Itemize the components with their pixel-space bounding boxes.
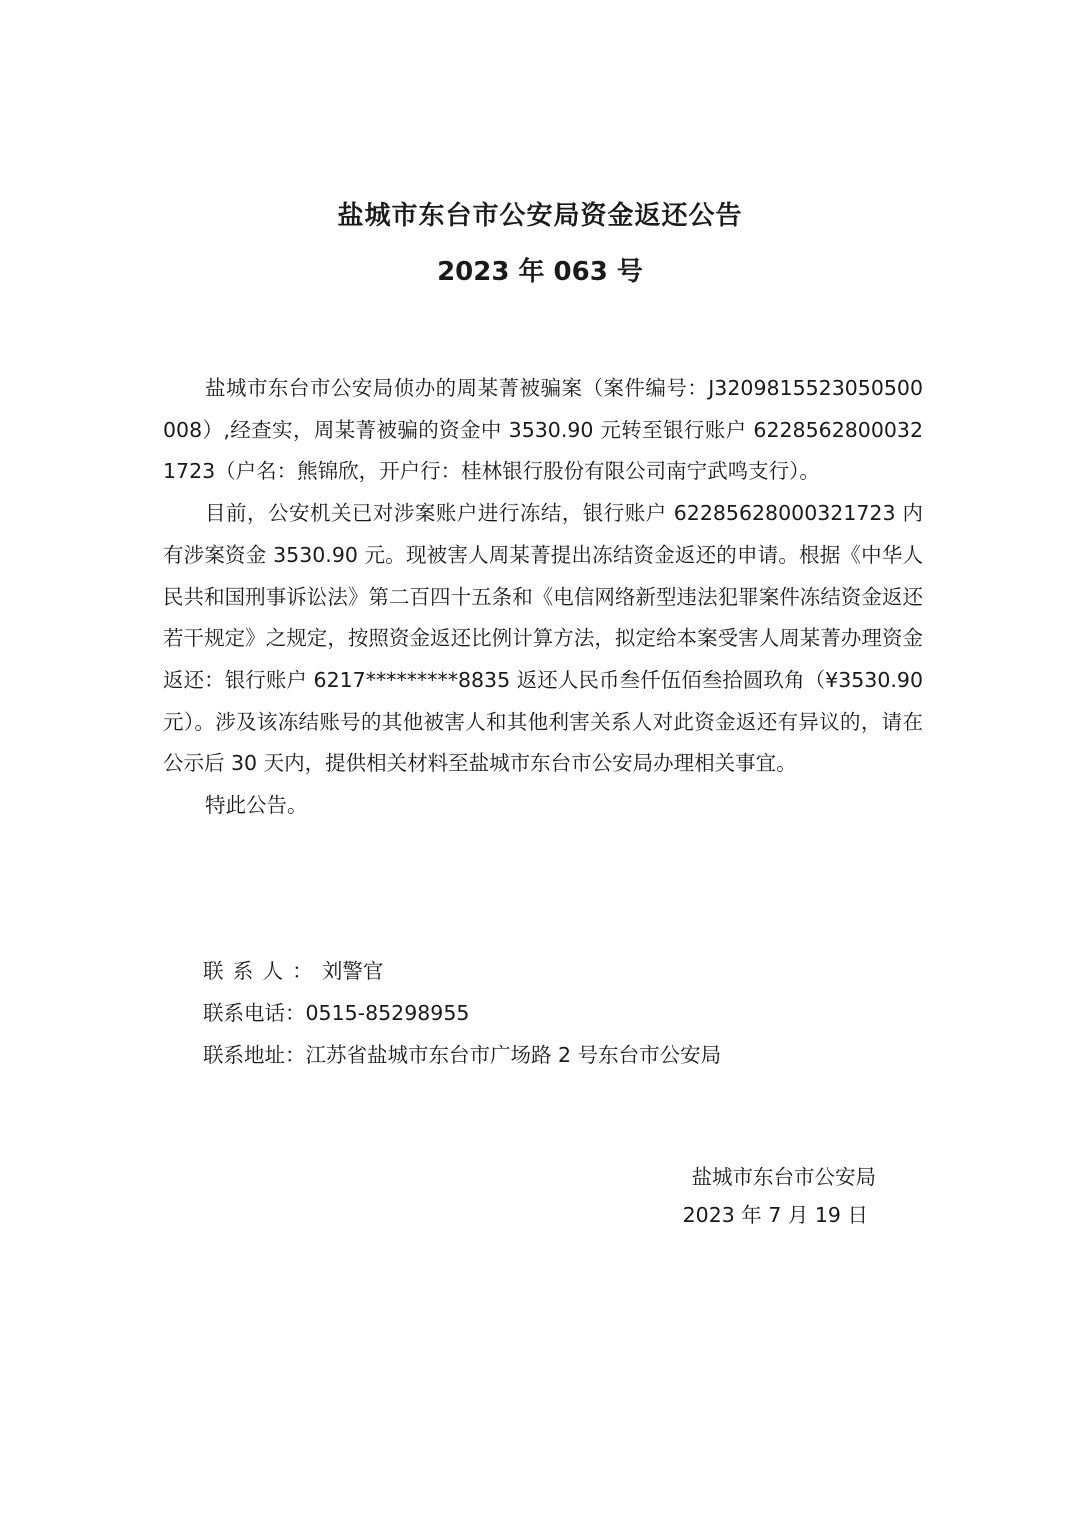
contact-phone: 0515-85298955 xyxy=(305,1001,470,1025)
signature-block xyxy=(683,1158,876,1234)
document-number: 2023 年 063 号 xyxy=(437,257,643,287)
notice-title: 盐城市东台市公安局资金返还公告 xyxy=(337,201,743,231)
contact-address-row xyxy=(203,1034,721,1076)
contact-phone-row xyxy=(203,992,721,1034)
contact-person-label: 联系人： xyxy=(203,959,322,983)
contact-block xyxy=(203,950,721,1076)
issue-date: 2023 年 7 月 19 日 xyxy=(682,1203,868,1227)
paragraph-case-details: 盐城市东台市公安局侦办的周某菁被骗案（案件编号：J3209815523050500008）,经查实，周某菁被骗的资金中 3530.90 元转至银行账户 62285628000321723（户名：熊锦欣，开户行：桂林银行股份有限公司南宁武鸣支行）。 xyxy=(163,376,923,484)
contact-address-label: 联系地址： xyxy=(203,1043,306,1067)
contact-address: 江苏省盐城市东台市广场路 2 号东台市公安局 xyxy=(305,1043,722,1067)
contact-phone-label: 联系电话： xyxy=(203,1001,306,1025)
notice-body xyxy=(163,368,923,827)
contact-person-row xyxy=(203,950,721,992)
paragraph-closing: 特此公告。 xyxy=(205,793,308,818)
issuer-name: 盐城市东台市公安局 xyxy=(691,1165,876,1189)
contact-person: 刘警官 xyxy=(321,959,384,983)
paragraph-refund-decision: 目前，公安机关已对涉案账户进行冻结，银行账户 62285628000321723 内有涉案资金 3530.90 元。现被害人周某菁提出冻结资金返还的申请。根据《中华人民共和国刑事诉讼法》第二百四十五条和《电信网络新型违法犯罪案件冻结资金返还若干规定》之规定，按照资金返还比例计算方法，拟定给本案受害人周某菁办理资金返还：银行账户 6217*********8835 返还人民币叁仟伍佰叁拾圆玖角（¥3530.90 元）。涉及该冻结账号的其他被害人和其他利害关系人对此资金返还有异议的，请在公示后 30 天内，提供相关材料至盐城市东台市公安局办理相关事宜。 xyxy=(163,501,923,776)
